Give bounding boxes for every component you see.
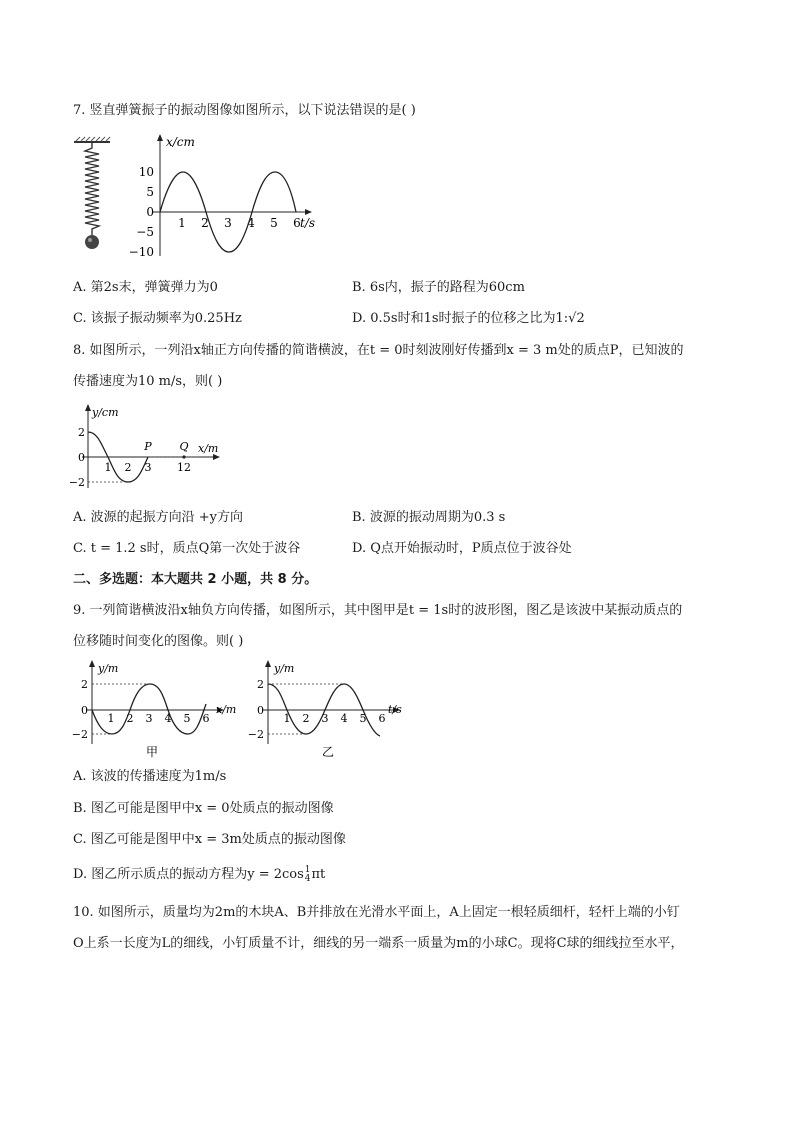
svg-text:2: 2 — [126, 712, 134, 725]
svg-text:−2: −2 — [71, 728, 88, 741]
svg-text:2: 2 — [124, 461, 132, 474]
q7-option-b: B. 6s内，振子的路程为60cm — [352, 280, 525, 295]
q10-line1: 10. 如图所示，质量均为2m的木块A、B并排放在光滑水平面上，A上固定一根轻质细杆，轻杆上端的小钉 — [73, 905, 680, 920]
svg-text:2: 2 — [302, 712, 310, 725]
svg-text:3: 3 — [145, 712, 153, 725]
point-q — [182, 455, 185, 458]
svg-text:3: 3 — [321, 712, 329, 725]
svg-text:x/m: x/m — [216, 703, 237, 716]
q7-option-c: C. 该振子振动频率为0.25Hz — [73, 311, 242, 326]
point-p-label: P — [144, 440, 152, 453]
svg-text:−10: −10 — [128, 245, 154, 259]
svg-text:2: 2 — [257, 678, 264, 691]
q7-graph — [68, 132, 338, 262]
svg-text:0: 0 — [257, 704, 264, 717]
q8-ylabel: y/cm — [92, 406, 119, 419]
svg-text:−2: −2 — [70, 476, 85, 489]
q7-stem: 7. 竖直弹簧振子的振动图像如图所示，以下说法错误的是( ) — [73, 103, 416, 118]
q8-option-b: B. 波源的振动周期为0.3 s — [352, 510, 506, 525]
q9-curve-a — [92, 684, 206, 734]
q9-option-a: A. 该波的传播速度为1m/s — [73, 769, 227, 784]
q9-graph-b — [246, 660, 426, 762]
svg-text:6: 6 — [378, 712, 386, 725]
svg-text:6: 6 — [293, 216, 301, 230]
q7-figure — [68, 132, 338, 266]
q7-ylabel: x/cm — [166, 135, 195, 149]
svg-text:−5: −5 — [136, 225, 154, 239]
svg-text:1: 1 — [283, 712, 291, 725]
q9-option-c: C. 图乙可能是图甲中x = 3m处质点的振动图像 — [73, 832, 346, 847]
q8-stem-line2: 传播速度为10 m/s，则( ) — [73, 374, 223, 389]
q9-figure-b — [246, 660, 426, 766]
q8-option-d: D. Q点开始振动时，P质点位于波谷处 — [352, 541, 572, 556]
svg-text:5: 5 — [270, 216, 278, 230]
q7-option-a: A. 第2s末，弹簧弹力为0 — [73, 280, 218, 295]
q8-option-a: A. 波源的起振方向沿 +y方向 — [73, 510, 244, 525]
svg-text:−2: −2 — [247, 728, 264, 741]
svg-text:12: 12 — [177, 461, 191, 474]
svg-text:2: 2 — [81, 678, 88, 691]
svg-text:0: 0 — [146, 205, 154, 219]
svg-text:5: 5 — [146, 185, 154, 199]
point-q-label: Q — [179, 440, 189, 453]
q10-line2: O上系一长度为L的细线，小钉质量不计，细线的另一端系一质量为m的小球C。现将C球的细线拉至水平， — [73, 936, 684, 951]
svg-text:2: 2 — [201, 216, 209, 230]
svg-text:6: 6 — [202, 712, 210, 725]
svg-text:0: 0 — [78, 451, 85, 464]
svg-text:0: 0 — [81, 704, 88, 717]
q7-xlabel: t/s — [300, 216, 316, 230]
ceiling-hatch — [76, 137, 110, 141]
q9-caption-a: 甲 — [145, 745, 159, 759]
q8-figure — [70, 404, 230, 494]
svg-text:4: 4 — [164, 712, 172, 725]
q8-option-c: C. t = 1.2 s时，质点Q第一次处于波谷 — [73, 541, 301, 556]
svg-text:4: 4 — [340, 712, 348, 725]
svg-text:3: 3 — [224, 216, 232, 230]
svg-text:4: 4 — [247, 216, 255, 230]
q9-figure-a — [70, 660, 250, 766]
q9-graph-a — [70, 660, 250, 762]
svg-text:5: 5 — [359, 712, 367, 725]
q9-stem-line1: 9. 一列简谐横波沿x轴负方向传播，如图所示，其中图甲是t = 1s时的波形图，图乙是该波中某振动质点的 — [73, 603, 683, 618]
svg-text:1: 1 — [178, 216, 186, 230]
q9-option-b: B. 图乙可能是图甲中x = 0处质点的振动图像 — [73, 801, 334, 816]
svg-text:10: 10 — [138, 165, 154, 179]
svg-text:y/m: y/m — [274, 662, 295, 675]
svg-text:5: 5 — [183, 712, 191, 725]
svg-text:t/s: t/s — [388, 703, 402, 716]
q9-option-d: D. 图乙所示质点的振动方程为y = 2cos 1 4 πt — [73, 864, 326, 884]
svg-text:2: 2 — [78, 426, 85, 439]
q8-graph — [70, 404, 230, 490]
svg-text:3: 3 — [144, 461, 152, 474]
q8-stem-line1: 8. 如图所示，一列沿x轴正方向传播的简谐横波，在t = 0时刻波刚好传播到x = 3 m处的质点P，已知波的 — [73, 343, 684, 358]
q9-option-d-text: D. 图乙所示质点的振动方程为y = 2cos — [73, 867, 304, 882]
q9-stem-line2: 位移随时间变化的图像。则( ) — [73, 634, 244, 649]
q8-xlabel: x/m — [198, 442, 219, 455]
section-heading: 二、多选题：本大题共 2 小题，共 8 分。 — [73, 572, 318, 587]
q7-option-d: D. 0.5s时和1s时振子的位移之比为1:√2 — [352, 311, 585, 326]
q9-caption-b: 乙 — [321, 745, 335, 759]
spring — [85, 142, 99, 235]
ball — [85, 235, 99, 249]
fraction: 1 4 — [304, 864, 311, 884]
svg-text:y/m: y/m — [98, 662, 119, 675]
svg-text:1: 1 — [104, 461, 112, 474]
svg-text:1: 1 — [107, 712, 115, 725]
